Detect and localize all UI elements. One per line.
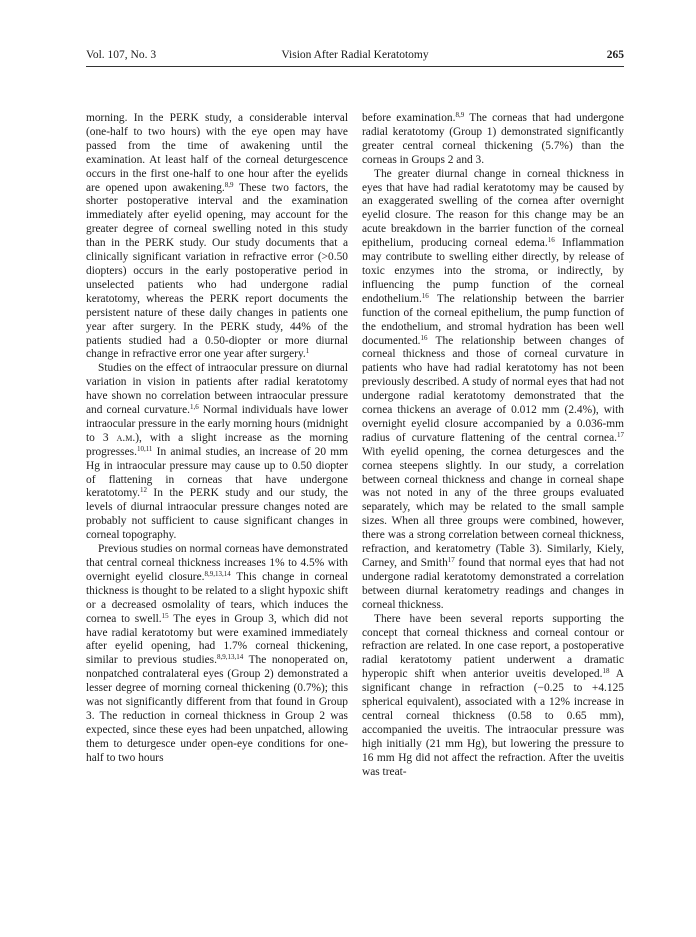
journal-volume: Vol. 107, No. 3 <box>86 49 157 61</box>
header-rule <box>86 66 624 67</box>
page-number: 265 <box>606 49 624 61</box>
running-title: Vision After Radial Keratotomy <box>281 49 429 61</box>
paragraph: The greater diurnal change in corneal thickness in eyes that have had radial keratotomy may be caused by an exaggerated swelling of the cornea after overnight eyelid closure. The reason for this change may be an acute breakdown in the barrier function of the corneal epithelium, producing corneal edema.$^{16}$ Inflammation may contribute to swelling either directly, by release of toxic enzymes into the stroma, or indirectly, by influencing the pump function of the corneal endothelium.$^{16}$ The relationship between the barrier function of the corneal epithelium, the pump function of the endothelium, and stromal hydration has been well documented.$^{16}$ The relationship between changes of corneal thickness and those of corneal curvature in patients who have had radial keratotomy has not been previously described. A study of normal eyes that had not undergone radial keratotomy demonstrated that the cornea thickens an average of 0.012 mm (2.4%), with overnight eyelid closure accompanied by a 0.036-mm radius of curvature flattening of the central cornea.$^{17}$ With eyelid opening, the cornea deturgesces and the cornea steepens slightly. In our study, a correlation between corneal thickness and change in corneal shape was not noted in any of the three groups evaluated separately, which may be related to the small sample sizes. When all three groups were combined, however, there was a strong correlation between corneal thickness, refraction, and keratometry (Table 3). Similarly, Kiely, Carney, and Smith$^{17}$ found that normal eyes that had not undergone radial keratotomy demonstrated a correlation between diurnal keratometry readings and changes in corneal thickness. <box>362 167 624 611</box>
paragraph: before examination.$^{8,9}$ The corneas that had undergone radial keratotomy (Group 1) demonstrated significantly greater central corneal thickening (5.7%) than the corneas in Groups 2 and 3. <box>362 111 624 166</box>
left-column <box>86 112 348 766</box>
paragraph: Previous studies on normal corneas have demonstrated that central corneal thickness increases 1% to 4.5% with overnight eyelid closure.$^{8,9,13,14}$ This change in corneal thickness is thought to be related to a slight hypoxic shift or a decreased osmolality of tears, which induces the cornea to swell.$^{15}$ The eyes in Group 3, which did not have radial keratotomy but were examined immediately after eyelid opening, had 1.7% corneal thickening, similar to previous studies.$^{8,9,13,14}$ The nonoperated on, nonpatched contralateral eyes (Group 2) demonstrated a lesser degree of morning corneal thickening (0.7%); this was not significantly different from that found in Group 3. The reduction in corneal thickness in Group 2 was expected, since these eyes had been unpatched, allowing them to deturgesce under open-eye conditions for one-half to two hours <box>86 543 348 764</box>
running-header <box>86 48 624 66</box>
paragraph: morning. In the PERK study, a considerable interval (one-half to two hours) with the eye open may have passed from the time of awakening until the examination. At least half of the corneal deturgescence occurs in the first one-half to one hour after the eyelids are opened upon awakening.$^{8,9}$ These two factors, the shorter postoperative interval and the examination immediately after eyelid opening, may account for the greater degree of corneal swelling noted in this study than in the PERK study. Our study documents that a clinically significant variation in refractive error (>0.50 diopters) occurs in the early postoperative period in unselected patients who had undergone radial keratotomy, whereas the PERK report documents the persistent nature of these daily changes in patients one year after surgery. In the PERK study, 44% of the patients studied had a 0.50-diopter or more diurnal change in refractive error one year after surgery.$^1$ <box>86 112 348 361</box>
paragraph: Studies on the effect of intraocular pressure on diurnal variation in vision in patients after radial keratotomy have shown no correlation between intraocular pressure and corneal curvature.$^{1,6}$ Normal individuals have lower intraocular pressure in the early morning hours (midnight to 3 a.m.), with a slight increase as the morning progresses.$^{10,11}$ In animal studies, an increase of 20 mm Hg in intraocular pressure may cause up to 0.50 diopter of flattening in corneas that have undergone keratotomy.$^{12}$ In the PERK study and our study, the levels of diurnal intraocular pressure changes noted are probably not sufficient to cause significant changes in corneal topography. <box>86 362 349 542</box>
right-column <box>362 112 624 780</box>
paragraph: There have been several reports supporting the concept that corneal thickness and corneal contour or refraction are related. In one case report, a postoperative radial keratotomy patient underwent a dramatic hyperopic shift when anterior uveitis developed.$^{18}$ A significant change in refraction (−0.25 to +4.125 spherical equivalent), associated with a 12% increase in central corneal thickness (0.58 to 0.65 mm), accompanied the uveitis. The intraocular pressure was high initially (21 mm Hg), but lowering the pressure to 16 mm Hg did not affect the refraction. After the uveitis was treat- <box>362 612 624 778</box>
